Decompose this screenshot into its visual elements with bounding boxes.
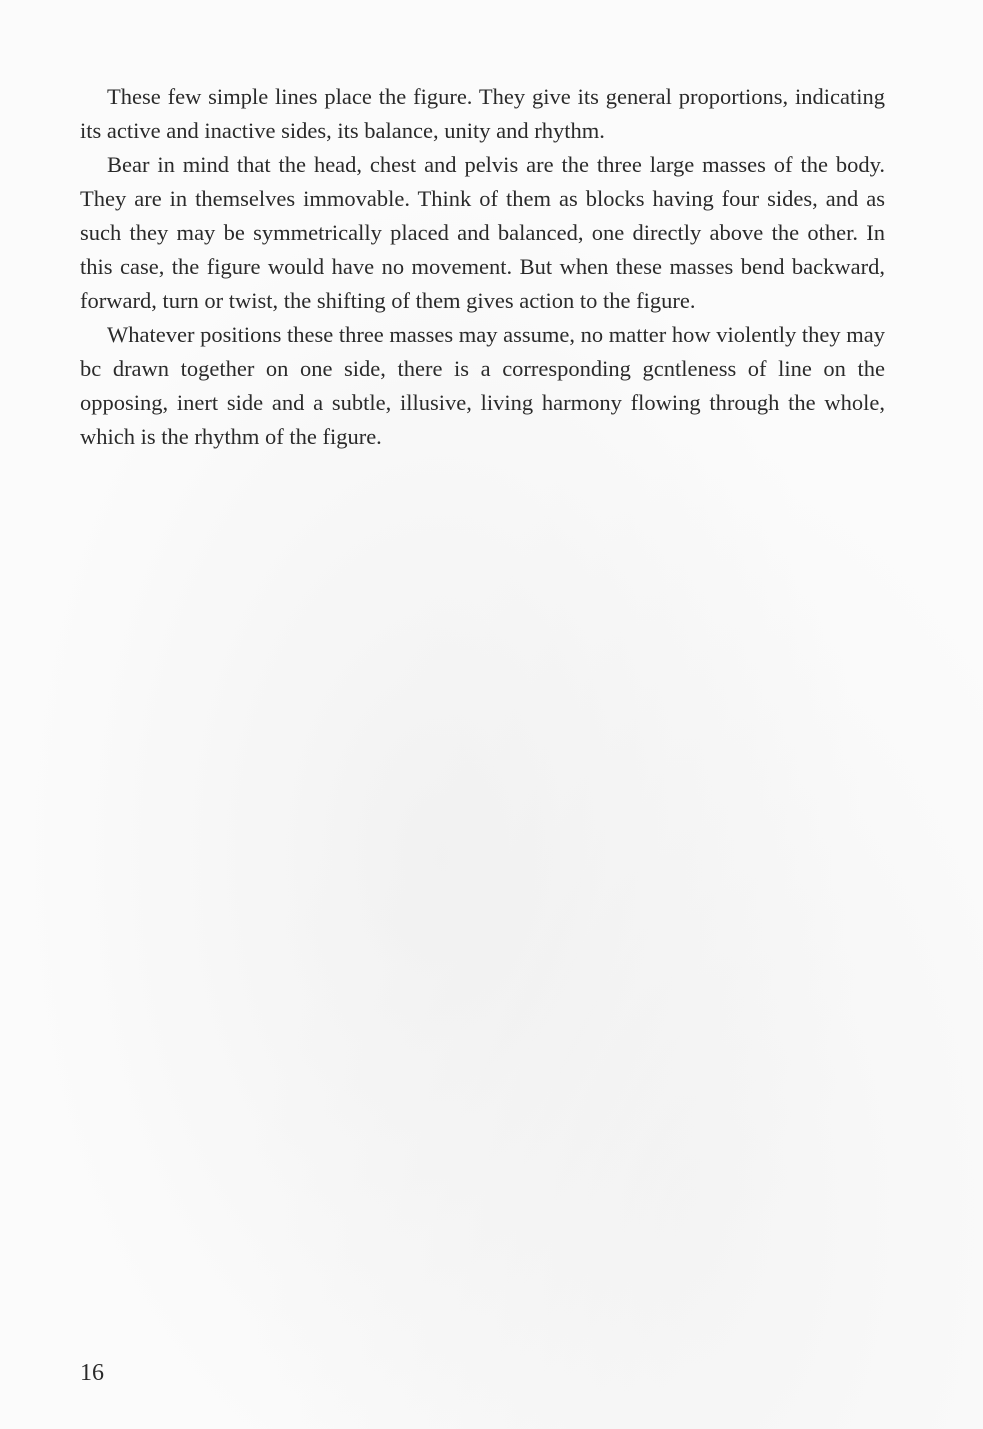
page-number: 16: [80, 1360, 104, 1386]
body-text: [80, 80, 885, 454]
paragraph-3: Whatever positions these three masses may assume, no matter how violently they may bc drawn together on one side, there is a corresponding gcntleness of line on the opposing, inert side and a subtle, illusive, living harmony flowing through the whole, which is the rhythm of the figure.: [80, 322, 885, 449]
paragraph-1: These few simple lines place the figure. They give its general proportions, indicating its active and inactive sides, its balance, unity and rhythm.: [80, 84, 885, 143]
paragraph-2: Bear in mind that the head, chest and pelvis are the three large masses of the body. They are in themselves immovable. Think of them as blocks having four sides, and as such they may be symmetrically placed and balanced, one directly above the other. In this case, the figure would have no movement. But when these masses bend backward, forward, turn or twist, the shifting of them gives action to the figure.: [80, 152, 885, 313]
